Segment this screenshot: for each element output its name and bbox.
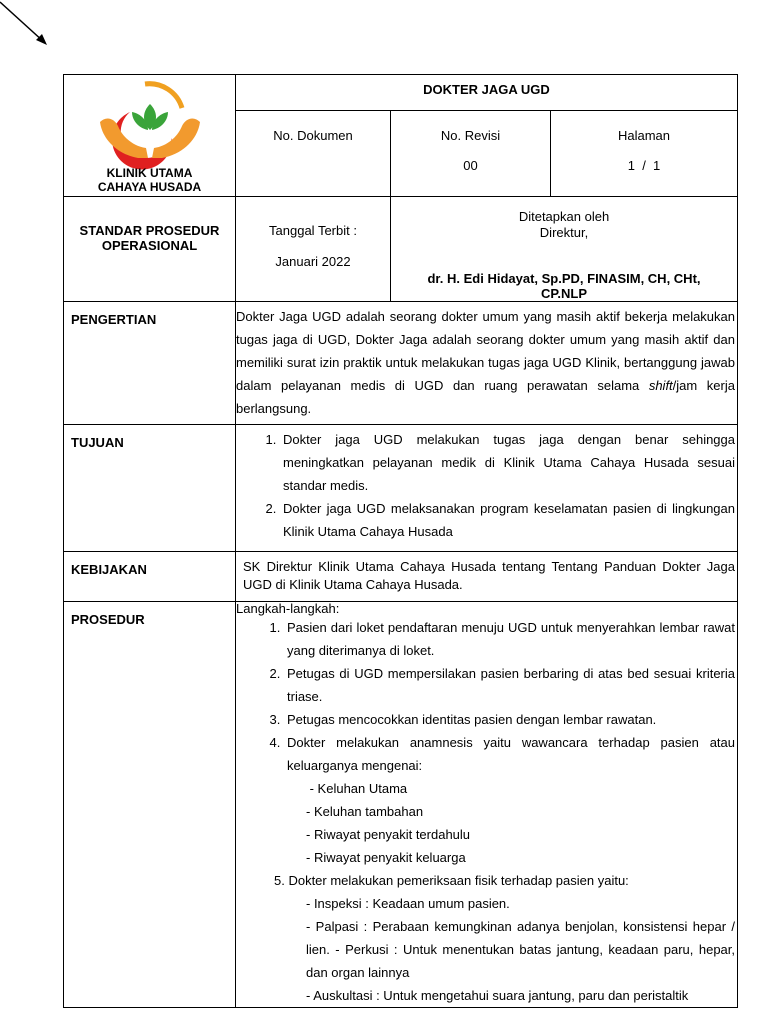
- document-title: DOKTER JAGA UGD: [236, 75, 738, 111]
- kebijakan-text: SK Direktur Klinik Utama Cahaya Husada tentang Tentang Panduan Dokter Jaga UGD di Klinik Utama Cahaya Husada.: [236, 552, 738, 602]
- sop-table: [63, 74, 738, 1008]
- prosedur-intro: Langkah-langkah:: [236, 601, 340, 616]
- pengertian-text: [236, 302, 738, 425]
- director-name: dr. H. Edi Hidayat, Sp.PD, FINASIM, CH, CHt, CP.NLP: [427, 271, 701, 301]
- ditetapkan-line2: Direktur,: [539, 225, 589, 240]
- prosedur-item: 1. Pasien dari loket pendaftaran menuju UGD untuk menyerahkan lembar rawat yang diterimanya di loket.: [284, 616, 735, 662]
- tanggal-terbit-value: Januari 2022: [275, 254, 351, 269]
- pengertian-text-italic: shift: [648, 378, 673, 393]
- sop-label-line1: STANDAR PROSEDUR: [79, 223, 220, 238]
- pengertian-text-before: Dokter Jaga UGD adalah seorang dokter umum yang masih aktif bekerja melakukan tugas jaga di UGD, Dokter Jaga adalah seorang dokter umum yang masih aktif dan memiliki surat izin praktik untuk melakukan tugas jaga UGD Klinik, bertanggung jawab dalam pelayanan medis di UGD dan ruang perawatan selama: [236, 309, 735, 393]
- prosedur-label: PROSEDUR: [64, 602, 236, 1008]
- clinic-logo-icon: [90, 78, 210, 170]
- pengertian-text-after: /jam kerja berlangsung.: [236, 378, 735, 416]
- prosedur-list: [236, 616, 735, 777]
- tujuan-list: [236, 428, 735, 543]
- no-revisi-label: No. Revisi: [440, 128, 501, 143]
- no-revisi-cell: [391, 111, 551, 197]
- corner-arrow-icon: [0, 0, 60, 60]
- ditetapkan-cell: [391, 197, 738, 302]
- anamnesis-item: - Keluhan tambahan: [306, 804, 424, 819]
- no-dokumen-cell: [236, 111, 391, 197]
- tujuan-item: 1. Dokter jaga UGD melakukan tugas jaga dengan benar sehingga meningkatkan pelayanan medik di Klinik Utama Cahaya Husada sesuai standar medis.: [280, 428, 735, 497]
- no-dokumen-label: No. Dokumen: [273, 128, 353, 143]
- sop-label-line2: OPERASIONAL: [101, 238, 198, 253]
- pemeriksaan-item: - Palpasi : Perabaan kemungkinan adanya benjolan, konsistensi hepar / lien. - Perkusi : Untuk menentukan batas jantung, keadaan paru, hepar, dan organ lainnya: [306, 919, 735, 980]
- tujuan-item: 2. Dokter jaga UGD melaksanakan program keselamatan pasien di lingkungan Klinik Utama Cahaya Husada: [280, 497, 735, 543]
- clinic-name-line2: CAHAYA HUSADA: [97, 180, 202, 194]
- anamnesis-item: - Keluhan Utama: [306, 781, 408, 796]
- tanggal-terbit-label: Tanggal Terbit :: [269, 223, 357, 238]
- anamnesis-item: - Riwayat penyakit keluarga: [306, 850, 466, 865]
- clinic-name-line1: KLINIK UTAMA: [106, 166, 193, 180]
- prosedur-item: 3. Petugas mencocokkan identitas pasien dengan lembar rawatan.: [284, 708, 735, 731]
- prosedur-content: [236, 602, 738, 1008]
- tujuan-label: TUJUAN: [64, 425, 236, 552]
- ditetapkan-line1: Ditetapkan oleh: [518, 209, 610, 224]
- halaman-label: Halaman: [617, 128, 671, 143]
- halaman-value: 1 / 1: [627, 158, 661, 173]
- kebijakan-label: KEBIJAKAN: [64, 552, 236, 602]
- prosedur-item: 4. Dokter melakukan anamnesis yaitu wawancara terhadap pasien atau keluarganya mengenai:: [284, 731, 735, 777]
- tanggal-terbit-cell: [236, 197, 391, 302]
- prosedur-item: 2. Petugas di UGD mempersilakan pasien berbaring di atas bed sesuai kriteria triase.: [284, 662, 735, 708]
- no-revisi-value: 00: [463, 158, 478, 173]
- sop-label-cell: [64, 197, 236, 302]
- prosedur-step5: 5. Dokter melakukan pemeriksaan fisik terhadap pasien yaitu:: [274, 873, 629, 888]
- pemeriksaan-item: - Auskultasi : Untuk mengetahui suara jantung, paru dan peristaltik: [306, 988, 689, 1003]
- halaman-cell: [551, 111, 738, 197]
- anamnesis-item: - Riwayat penyakit terdahulu: [306, 827, 471, 842]
- pemeriksaan-item: - Inspeksi : Keadaan umum pasien.: [306, 896, 510, 911]
- tujuan-content: [236, 425, 738, 552]
- pengertian-label: PENGERTIAN: [64, 302, 236, 425]
- clinic-logo-cell: [64, 75, 236, 197]
